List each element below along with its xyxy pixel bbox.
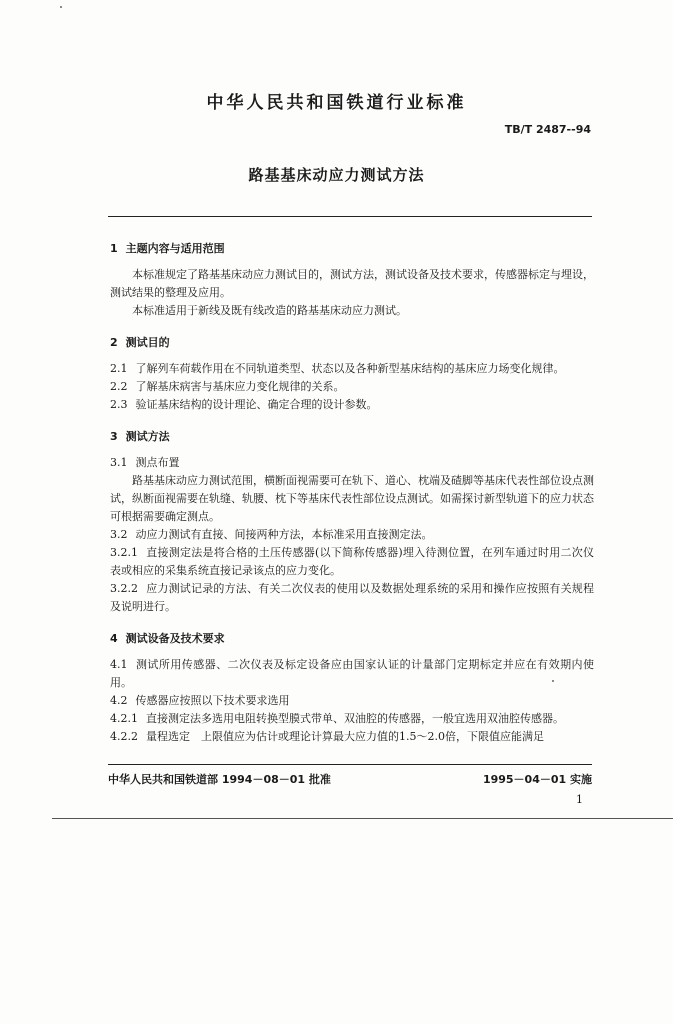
clause <box>110 396 594 414</box>
clause <box>110 378 594 396</box>
paragraph: 本标准适用于新线及既有线改造的路基基床动应力测试。 <box>132 304 407 317</box>
section-title: 测试目的 <box>125 336 170 349</box>
clause-number: 3.2.1 <box>110 546 138 559</box>
clause <box>110 692 594 710</box>
clause-number: 4.2.1 <box>110 712 138 725</box>
clause-text: 直接测定法是将合格的土压传感器(以下简称传感器)埋入待测位置，在列车通过时用二次仪表或相应的采集系统直接记录该点的应力变化。 <box>110 546 594 577</box>
clause-text: 直接测定法多选用电阻转换型膜式带单、双油腔的传感器，一般宜选用双油腔传感器。 <box>146 712 564 725</box>
clause-text: 量程选定 上限值应为估计或理论计算最大应力值的1.5～2.0倍，下限值应能满足 <box>146 730 544 743</box>
clause <box>110 526 594 544</box>
scan-speck <box>60 6 62 8</box>
section-number: 1 <box>110 242 118 255</box>
paragraph: 本标准规定了路基基床动应力测试目的，测试方法，测试设备及技术要求，传感器标定与埋设，测试结果的整理及应用。 <box>110 268 594 299</box>
clause-number: 3.1 <box>110 456 128 469</box>
standard-category-title: 中华人民共和国铁道行业标准 <box>206 93 467 113</box>
section-number: 2 <box>110 336 118 349</box>
clause-number: 3.2 <box>110 528 128 541</box>
document-title: 路基基床动应力测试方法 <box>248 166 425 184</box>
section-heading <box>110 630 594 648</box>
section-title: 测试设备及技术要求 <box>125 632 225 645</box>
clause-number: 2.3 <box>110 398 128 411</box>
clause-number: 3.2.2 <box>110 582 138 595</box>
section-title: 主题内容与适用范围 <box>125 242 225 255</box>
clause-text: 测试所用传感器、二次仪表及标定设备应由国家认证的计量部门定期标定并应在有效期内使用。 <box>110 658 594 689</box>
page-edge-line <box>52 818 673 819</box>
section-heading <box>110 240 594 258</box>
clause-text: 应力测试记录的方法、有关二次仪表的使用以及数据处理系统的采用和操作应按照有关规程及说明进行。 <box>110 582 594 613</box>
clause-text: 了解基床病害与基床应力变化规律的关系。 <box>135 380 345 393</box>
approval-date: 中华人民共和国铁道部 1994－08－01 批准 <box>108 773 331 786</box>
standard-code: TB/T 2487--94 <box>504 123 591 136</box>
clause <box>110 544 594 580</box>
header-divider <box>108 216 592 217</box>
clause <box>110 454 594 472</box>
section-heading <box>110 428 594 446</box>
clause <box>110 360 594 378</box>
clause-text: 验证基床结构的设计理论、确定合理的设计参数。 <box>135 398 378 411</box>
clause <box>110 710 594 728</box>
clause-number: 2.1 <box>110 362 128 375</box>
paragraph: 路基基床动应力测试范围，横断面视需要可在轨下、道心、枕端及碴脚等基床代表性部位设点测试，纵断面视需要在轨缝、轨腰、枕下等基床代表性部位设点测试。如需探讨新型轨道下的应力状态可根据需要确定测点。 <box>110 474 594 523</box>
page-number: 1 <box>576 793 583 806</box>
section-title: 测试方法 <box>125 430 170 443</box>
clause <box>110 656 594 692</box>
footer-divider <box>108 764 592 765</box>
clause-text: 了解列车荷载作用在不同轨道类型、状态以及各种新型基床结构的基床应力场变化规律。 <box>135 362 565 375</box>
section-heading <box>110 334 594 352</box>
section-number: 4 <box>110 632 118 645</box>
clause-number: 4.1 <box>110 658 128 671</box>
clause-number: 2.2 <box>110 380 128 393</box>
clause <box>110 580 594 616</box>
clause-title: 测点布置 <box>135 456 180 469</box>
implementation-date: 1995－04－01 实施 <box>482 773 592 786</box>
document-body <box>110 236 594 746</box>
section-number: 3 <box>110 430 118 443</box>
scan-speck <box>552 680 554 682</box>
clause-text: 传感器应按照以下技术要求选用 <box>135 694 290 707</box>
clause-number: 4.2.2 <box>110 730 138 743</box>
clause-number: 4.2 <box>110 694 128 707</box>
clause-text: 动应力测试有直接、间接两种方法，本标准采用直接测定法。 <box>135 528 433 541</box>
clause <box>110 728 594 746</box>
